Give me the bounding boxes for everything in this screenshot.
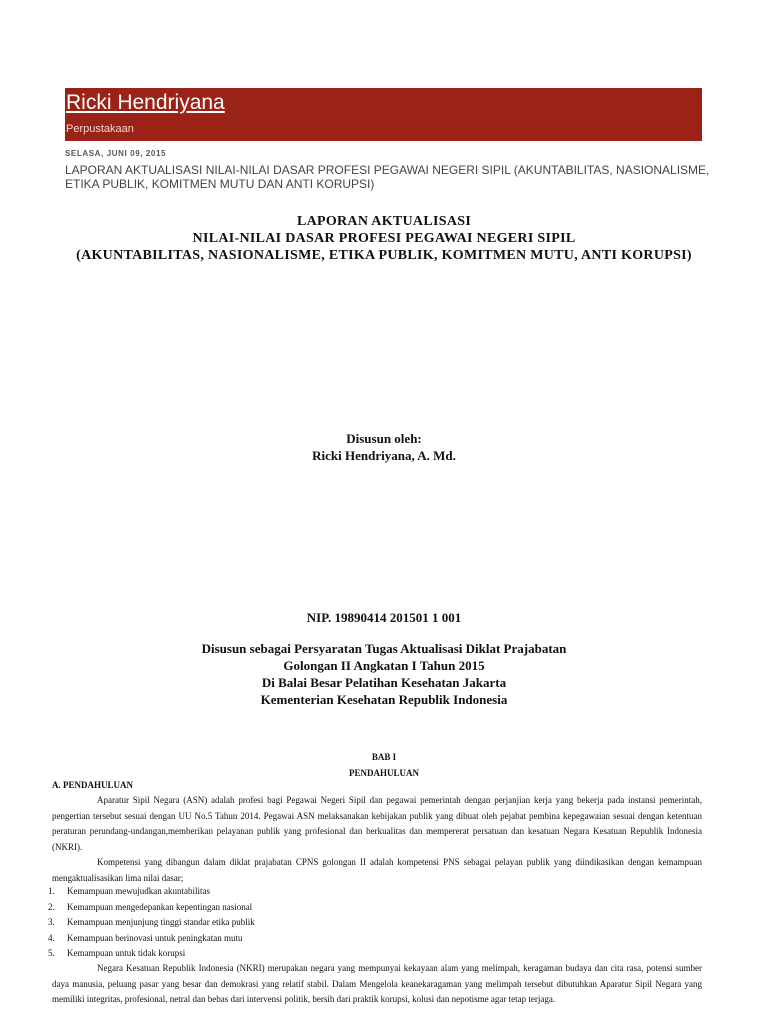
- paragraph-asn: Aparatur Sipil Negara (ASN) adalah profesi bagi Pegawai Negeri Sipil dan pegawai pemerintah dengan perjanjian kerja yang bekerja pada instansi pemerintah, pengertian tersebut sesuai dengan UU No.5 Tahun 2014. Pegawai ASN melaksanakan kebijakan publik yang dibuat oleh pejabat pembina kepegawaian sesuai dengan ketentuan peraturan perundang-undangan,memberikan pelayanan publik yang profesional dan berkualitas dan mempererat persatuan dan kesatuan Negara Kesatuan Republik Indonesia (NKRI).: [52, 795, 702, 852]
- list-item: [48, 931, 698, 947]
- list-number: 4.: [48, 932, 55, 943]
- blog-description: Perpustakaan: [66, 123, 134, 135]
- list-number: 2.: [48, 901, 55, 912]
- list-number: 5.: [48, 948, 55, 958]
- report-title-line: (AKUNTABILITAS, NASIONALISME, ETIKA PUBLIK, KOMITMEN MUTU, ANTI KORUPSI): [76, 248, 692, 263]
- post-date: SELASA, JUNI 09, 2015: [65, 149, 167, 158]
- list-item: [48, 946, 698, 962]
- report-title-line: NILAI-NILAI DASAR PROFESI PEGAWAI NEGERI SIPIL: [192, 231, 576, 246]
- author-name: Ricki Hendriyana, A. Md.: [312, 448, 456, 463]
- report-title-line: LAPORAN AKTUALISASI: [296, 214, 472, 229]
- chapter-number: BAB I: [371, 752, 397, 762]
- list-number: 1.: [48, 886, 55, 896]
- purpose-block: [40, 640, 728, 708]
- blog-header: [65, 88, 702, 141]
- list-text: Kemampuan mengedepankan kepentingan nasional: [67, 901, 253, 912]
- section-heading: A. PENDAHULUAN: [52, 780, 133, 790]
- list-number: 3.: [48, 917, 55, 927]
- nip-number: NIP. 19890414 201501 1 001: [306, 610, 462, 625]
- list-item: [48, 884, 698, 900]
- paragraph-nkri: Negara Kesatuan Republik Indonesia (NKRI) merupakan negara yang mempunyai kekayaan alam yang melimpah, keragaman budaya dan cita rasa, potensi sumber daya manusia, peluang pasar yang besar dan demokrasi yang relatif stabil. Dalam Mengelola keanekaragaman yang melimpah tersebut dibutuhkan Aparatur Sipil Negara yang memiliki integritas, profesional, netral dan bebas dari intervensi politik, bersih dari praktik korupsi, kolusi dan nepotisme agar tetap terjaga.: [52, 963, 702, 1004]
- chapter-title: PENDAHULUAN: [348, 768, 419, 778]
- list-item: [48, 915, 698, 931]
- purpose-line: Golongan II Angkatan I Tahun 2015: [283, 658, 485, 673]
- list-text: Kemampuan berinovasi untuk peningkatan mutu: [67, 932, 243, 943]
- blog-title-link[interactable]: Ricki Hendriyana: [66, 91, 225, 114]
- paragraph-kompetensi: Kompetensi yang dibangun dalam diklat prajabatan CPNS golongan II adalah kompetensi PNS sebagai pelayan publik yang diindikasikan dengan kemampuan mengaktualisasikan lima nilai dasar;: [52, 857, 702, 883]
- nilai-dasar-list: [48, 884, 698, 962]
- chapter-heading: [40, 749, 728, 781]
- purpose-line: Disusun sebagai Persyaratan Tugas Aktualisasi Diklat Prajabatan: [201, 641, 567, 656]
- purpose-line: Di Balai Besar Pelatihan Kesehatan Jakarta: [261, 675, 507, 690]
- purpose-line: Kementerian Kesehatan Republik Indonesia: [260, 692, 508, 707]
- list-text: Kemampuan untuk tidak korupsi: [67, 948, 186, 958]
- report-title: [40, 213, 728, 264]
- post-title: LAPORAN AKTUALISASI NILAI-NILAI DASAR PROFESI PEGAWAI NEGERI SIPIL (AKUNTABILITAS, NASIONALISME, ETIKA PUBLIK, KOMITMEN MUTU DAN ANTI KORUPSI): [65, 163, 710, 191]
- list-item: [48, 900, 698, 916]
- list-text: Kemampuan mewujudkan akuntabilitas: [67, 886, 210, 896]
- author-label: Disusun oleh:: [346, 431, 422, 446]
- list-text: Kemampuan menjunjung tinggi standar etika publik: [67, 917, 255, 927]
- author-block: [40, 430, 728, 464]
